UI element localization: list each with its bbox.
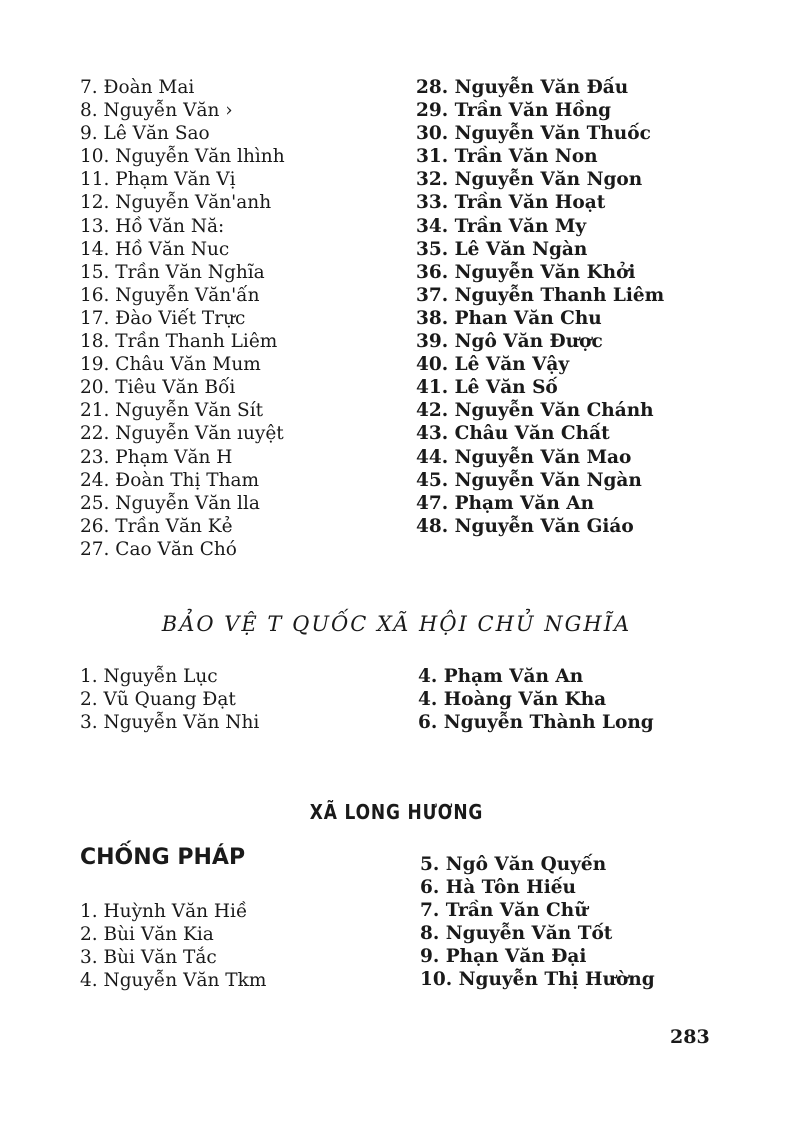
list-item: 30. Nguyễn Văn Thuốc <box>416 123 651 145</box>
list-item: 41. Lê Văn Số <box>416 377 558 399</box>
list-item: 44. Nguyễn Văn Mao <box>416 446 632 468</box>
list-item: 7. Đoàn Mai <box>80 77 195 98</box>
list-item: 5. Ngô Văn Quyến <box>420 854 607 875</box>
list-item: 1. Nguyễn Lục <box>80 666 218 687</box>
list-item: 10. Nguyễn Văn lhình <box>80 146 285 168</box>
list-item: 6. Hà Tôn Hiếu <box>420 877 576 899</box>
list-item: 32. Nguyễn Văn Ngon <box>416 169 643 191</box>
list-item: 15. Trần Văn Nghĩa <box>80 261 265 283</box>
list-item: 8. Nguyễn Văn Tốt <box>420 923 613 945</box>
village-list-right-column <box>420 853 655 992</box>
list-item: 35. Lê Văn Ngàn <box>416 238 588 260</box>
sub-heading: CHỐNG PHÁP <box>80 845 246 870</box>
list-item: 14. Hồ Văn Nuc <box>80 238 230 260</box>
list-item: 45. Nguyễn Văn Ngàn <box>416 469 642 491</box>
list-item: 20. Tiêu Văn Bối <box>80 377 236 399</box>
list-item: 36. Nguyễn Văn Khởi <box>416 261 636 283</box>
list-item: 7. Trần Văn Chữ <box>420 900 588 922</box>
list-item: 11. Phạm Văn Vị <box>80 169 236 191</box>
list-item: 6. Nguyễn Thành Long <box>418 712 654 734</box>
list-item: 22. Nguyễn Văn ıuyệt <box>80 423 284 445</box>
list-item: 47. Phạm Văn An <box>416 492 595 514</box>
list-item: 2. Bùi Văn Kia <box>80 924 214 946</box>
list-item: 37. Nguyễn Thanh Liêm <box>416 284 665 306</box>
name-list-right-column <box>416 76 664 538</box>
list-item: 40. Lê Văn Vậy <box>416 354 570 376</box>
list-item: 3. Bùi Văn Tắc <box>80 947 217 969</box>
section-list-left-column <box>80 665 259 734</box>
list-item: 9. Phạn Văn Đại <box>420 946 587 968</box>
list-item: 4. Hoàng Văn Kha <box>418 689 607 711</box>
list-item: 38. Phan Văn Chu <box>416 307 602 329</box>
list-item: 42. Nguyễn Văn Chánh <box>416 400 654 422</box>
page-number: 283 <box>670 1026 710 1048</box>
list-item: 43. Châu Văn Chất <box>416 423 610 445</box>
section-heading: BẢO VỆ T QUỐC XÃ HỘI CHỦ NGHĨA <box>161 612 632 636</box>
list-item: 26. Trần Văn Kẻ <box>80 515 233 537</box>
list-item: 29. Trần Văn Hồng <box>416 100 612 122</box>
list-item: 17. Đào Viết Trực <box>80 307 246 329</box>
list-item: 33. Trần Văn Hoạt <box>416 192 606 214</box>
list-item: 1. Huỳnh Văn Hiề <box>80 901 248 922</box>
list-item: 12. Nguyễn Văn'anh <box>80 192 272 214</box>
list-item: 10. Nguyễn Thị Hường <box>420 969 655 991</box>
list-item: 48. Nguyễn Văn Giáo <box>416 515 634 537</box>
list-item: 27. Cao Văn Chó <box>80 538 237 560</box>
list-item: 13. Hồ Văn Nă: <box>80 215 225 237</box>
list-item: 4. Phạm Văn An <box>418 666 584 687</box>
list-item: 21. Nguyễn Văn Sít <box>80 400 264 422</box>
village-heading: XÃ LONG HƯƠNG <box>309 800 484 824</box>
list-item: 19. Châu Văn Mum <box>80 354 261 376</box>
list-item: 39. Ngô Văn Được <box>416 331 603 353</box>
section-list-right-column <box>418 665 654 734</box>
list-item: 3. Nguyễn Văn Nhi <box>80 712 260 734</box>
list-item: 4. Nguyễn Văn Tkm <box>80 970 267 992</box>
list-item: 31. Trần Văn Non <box>416 146 598 168</box>
list-item: 9. Lê Văn Sao <box>80 123 210 145</box>
list-item: 23. Phạm Văn H <box>80 446 233 468</box>
village-list-left-column <box>80 900 266 992</box>
list-item: 24. Đoàn Thị Tham <box>80 469 260 491</box>
list-item: 8. Nguyễn Văn › <box>80 100 233 122</box>
list-item: 34. Trần Văn My <box>416 215 587 237</box>
list-item: 2. Vũ Quang Đạt <box>80 689 236 711</box>
list-item: 16. Nguyễn Văn'ấn <box>80 284 260 306</box>
name-list-left-column <box>80 76 285 561</box>
list-item: 25. Nguyễn Văn lla <box>80 492 260 514</box>
list-item: 18. Trần Thanh Liêm <box>80 331 278 353</box>
list-item: 28. Nguyễn Văn Đấu <box>416 77 629 98</box>
